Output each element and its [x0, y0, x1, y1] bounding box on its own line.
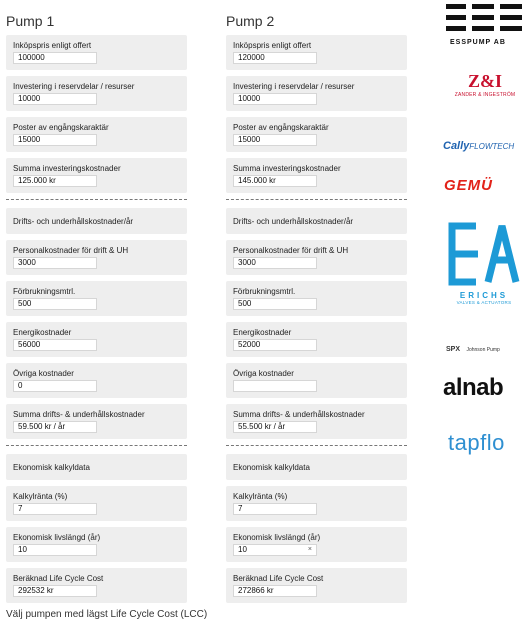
- interest-rate-input[interactable]: 7: [13, 503, 97, 515]
- erichs-logo[interactable]: [444, 222, 524, 306]
- section-divider: [6, 199, 187, 200]
- field-label: Beräknad Life Cycle Cost: [13, 574, 104, 583]
- esspump-logo[interactable]: [444, 4, 524, 44]
- erichs-text: ERICHS: [459, 291, 509, 300]
- field-label: Poster av engångskaraktär: [233, 123, 329, 132]
- ops-sum-output: 59.500 kr / år: [13, 421, 97, 433]
- lifespan-input[interactable]: [233, 544, 317, 556]
- input-value: 10: [18, 545, 27, 554]
- pump-1-column: [6, 0, 187, 609]
- field-label: Inköpspris enligt offert: [13, 41, 92, 50]
- cally-logo[interactable]: [443, 136, 529, 150]
- purchase-price-field: [6, 35, 187, 70]
- field-label: Investering i reservdelar / resurser: [13, 82, 135, 91]
- section-divider: [6, 445, 187, 446]
- field-label: Energikostnader: [233, 328, 292, 337]
- oneoff-cost-field: [6, 117, 187, 152]
- field-label: Summa investeringskostnader: [233, 164, 341, 173]
- section-label: Drifts- och underhållskostnader/år: [13, 217, 134, 226]
- tapflo-logo[interactable]: [448, 430, 528, 460]
- spx-logo[interactable]: [446, 338, 526, 353]
- erichs-sub-text: VALVES & ACTUATORS: [456, 300, 512, 305]
- instruction-text: Välj pumpen med lägst Life Cycle Cost (LCC): [6, 609, 208, 620]
- field-label: Övriga kostnader: [13, 369, 74, 378]
- interest-rate-field: [6, 486, 187, 521]
- personnel-cost-field: [226, 240, 407, 275]
- other-cost-field: [6, 363, 187, 398]
- interest-rate-input[interactable]: 7: [233, 503, 317, 515]
- econ-section-header: [6, 454, 187, 480]
- input-value: 10: [238, 545, 247, 554]
- consumables-field: [6, 281, 187, 316]
- investment-sum-output: 145.000 kr: [233, 175, 317, 187]
- field-label: Poster av engångskaraktär: [13, 123, 109, 132]
- reserve-investment-field: [6, 76, 187, 111]
- section-label: Ekonomisk kalkyldata: [13, 463, 90, 472]
- oneoff-cost-field: [226, 117, 407, 152]
- field-label: Ekonomisk livslängd (år): [13, 533, 101, 542]
- section-divider: [226, 199, 407, 200]
- esspump-text: ESSPUMP AB: [450, 39, 506, 46]
- investment-sum-output: 125.000 kr: [13, 175, 97, 187]
- gemu-text: GEMÜ: [444, 177, 493, 194]
- lcc-result-output: 292532 kr: [13, 585, 97, 597]
- personnel-cost-input[interactable]: 3000: [233, 257, 317, 269]
- ops-section-header: [6, 208, 187, 234]
- field-label: Kalkylränta (%): [233, 492, 288, 501]
- cally-text: Cally: [443, 140, 470, 152]
- purchase-price-field: [226, 35, 407, 70]
- energy-cost-input[interactable]: 56000: [13, 339, 97, 351]
- field-label: Övriga kostnader: [233, 369, 294, 378]
- ops-sum-field: [226, 404, 407, 439]
- energy-cost-field: [6, 322, 187, 357]
- spx-sub-text: Johnson Pump: [466, 347, 500, 353]
- field-label: Investering i reservdelar / resurser: [233, 82, 355, 91]
- investment-sum-field: [226, 158, 407, 193]
- econ-section-header: [226, 454, 407, 480]
- ops-sum-field: [6, 404, 187, 439]
- field-label: Kalkylränta (%): [13, 492, 68, 501]
- field-label: Förbrukningsmtrl.: [233, 287, 296, 296]
- lcc-result-field: [6, 568, 187, 603]
- personnel-cost-input[interactable]: 3000: [13, 257, 97, 269]
- field-label: Förbrukningsmtrl.: [13, 287, 76, 296]
- other-cost-input[interactable]: 0: [13, 380, 97, 392]
- field-label: Beräknad Life Cycle Cost: [233, 574, 324, 583]
- zander-logo[interactable]: [444, 72, 526, 102]
- interest-rate-field: [226, 486, 407, 521]
- ops-section-header: [226, 208, 407, 234]
- oneoff-cost-input[interactable]: 15000: [233, 134, 317, 146]
- consumables-input[interactable]: 500: [13, 298, 97, 310]
- spx-text: SPX: [446, 346, 461, 353]
- zander-text: ZANDER & INGESTRÖM: [454, 92, 516, 98]
- tapflo-text: tapflo: [448, 430, 505, 455]
- lifespan-input[interactable]: [13, 544, 97, 556]
- reserve-investment-field: [226, 76, 407, 111]
- reserve-investment-input[interactable]: 10000: [233, 93, 317, 105]
- alnab-logo[interactable]: [443, 374, 527, 404]
- zander-mark: Z&I: [467, 71, 502, 91]
- field-label: Summa drifts- & underhållskostnader: [13, 410, 145, 419]
- ops-sum-output: 55.500 kr / år: [233, 421, 317, 433]
- field-label: Ekonomisk livslängd (år): [233, 533, 321, 542]
- lcc-result-output: 272866 kr: [233, 585, 317, 597]
- esspump-mark-icon: [444, 4, 524, 34]
- energy-cost-input[interactable]: 52000: [233, 339, 317, 351]
- section-divider: [226, 445, 407, 446]
- field-label: Personalkostnader för drift & UH: [13, 246, 129, 255]
- field-label: Energikostnader: [13, 328, 72, 337]
- field-label: Inköpspris enligt offert: [233, 41, 312, 50]
- investment-sum-field: [6, 158, 187, 193]
- pump-1-title: Pump 1: [6, 13, 55, 29]
- purchase-price-input[interactable]: 100000: [13, 52, 97, 64]
- field-label: Personalkostnader för drift & UH: [233, 246, 349, 255]
- consumables-input[interactable]: 500: [233, 298, 317, 310]
- section-label: Drifts- och underhållskostnader/år: [233, 217, 354, 226]
- field-label: Summa investeringskostnader: [13, 164, 121, 173]
- consumables-field: [226, 281, 407, 316]
- cally-flow-text: FLOWTECH: [469, 142, 515, 151]
- gemu-logo[interactable]: [444, 177, 524, 197]
- reserve-investment-input[interactable]: 10000: [13, 93, 97, 105]
- lifespan-field: [226, 527, 407, 562]
- energy-cost-field: [226, 322, 407, 357]
- alnab-text: alnab: [443, 374, 504, 401]
- clear-icon[interactable]: ×: [307, 546, 312, 553]
- lcc-result-field: [226, 568, 407, 603]
- erichs-mark-icon: [444, 222, 524, 286]
- purchase-price-input[interactable]: 120000: [233, 52, 317, 64]
- lifespan-field: [6, 527, 187, 562]
- field-label: Summa drifts- & underhållskostnader: [233, 410, 365, 419]
- other-cost-input[interactable]: [233, 380, 317, 392]
- section-label: Ekonomisk kalkyldata: [233, 463, 310, 472]
- other-cost-field: [226, 363, 407, 398]
- personnel-cost-field: [6, 240, 187, 275]
- oneoff-cost-input[interactable]: 15000: [13, 134, 97, 146]
- pump-2-title: Pump 2: [226, 13, 275, 29]
- pump-2-column: [226, 0, 407, 609]
